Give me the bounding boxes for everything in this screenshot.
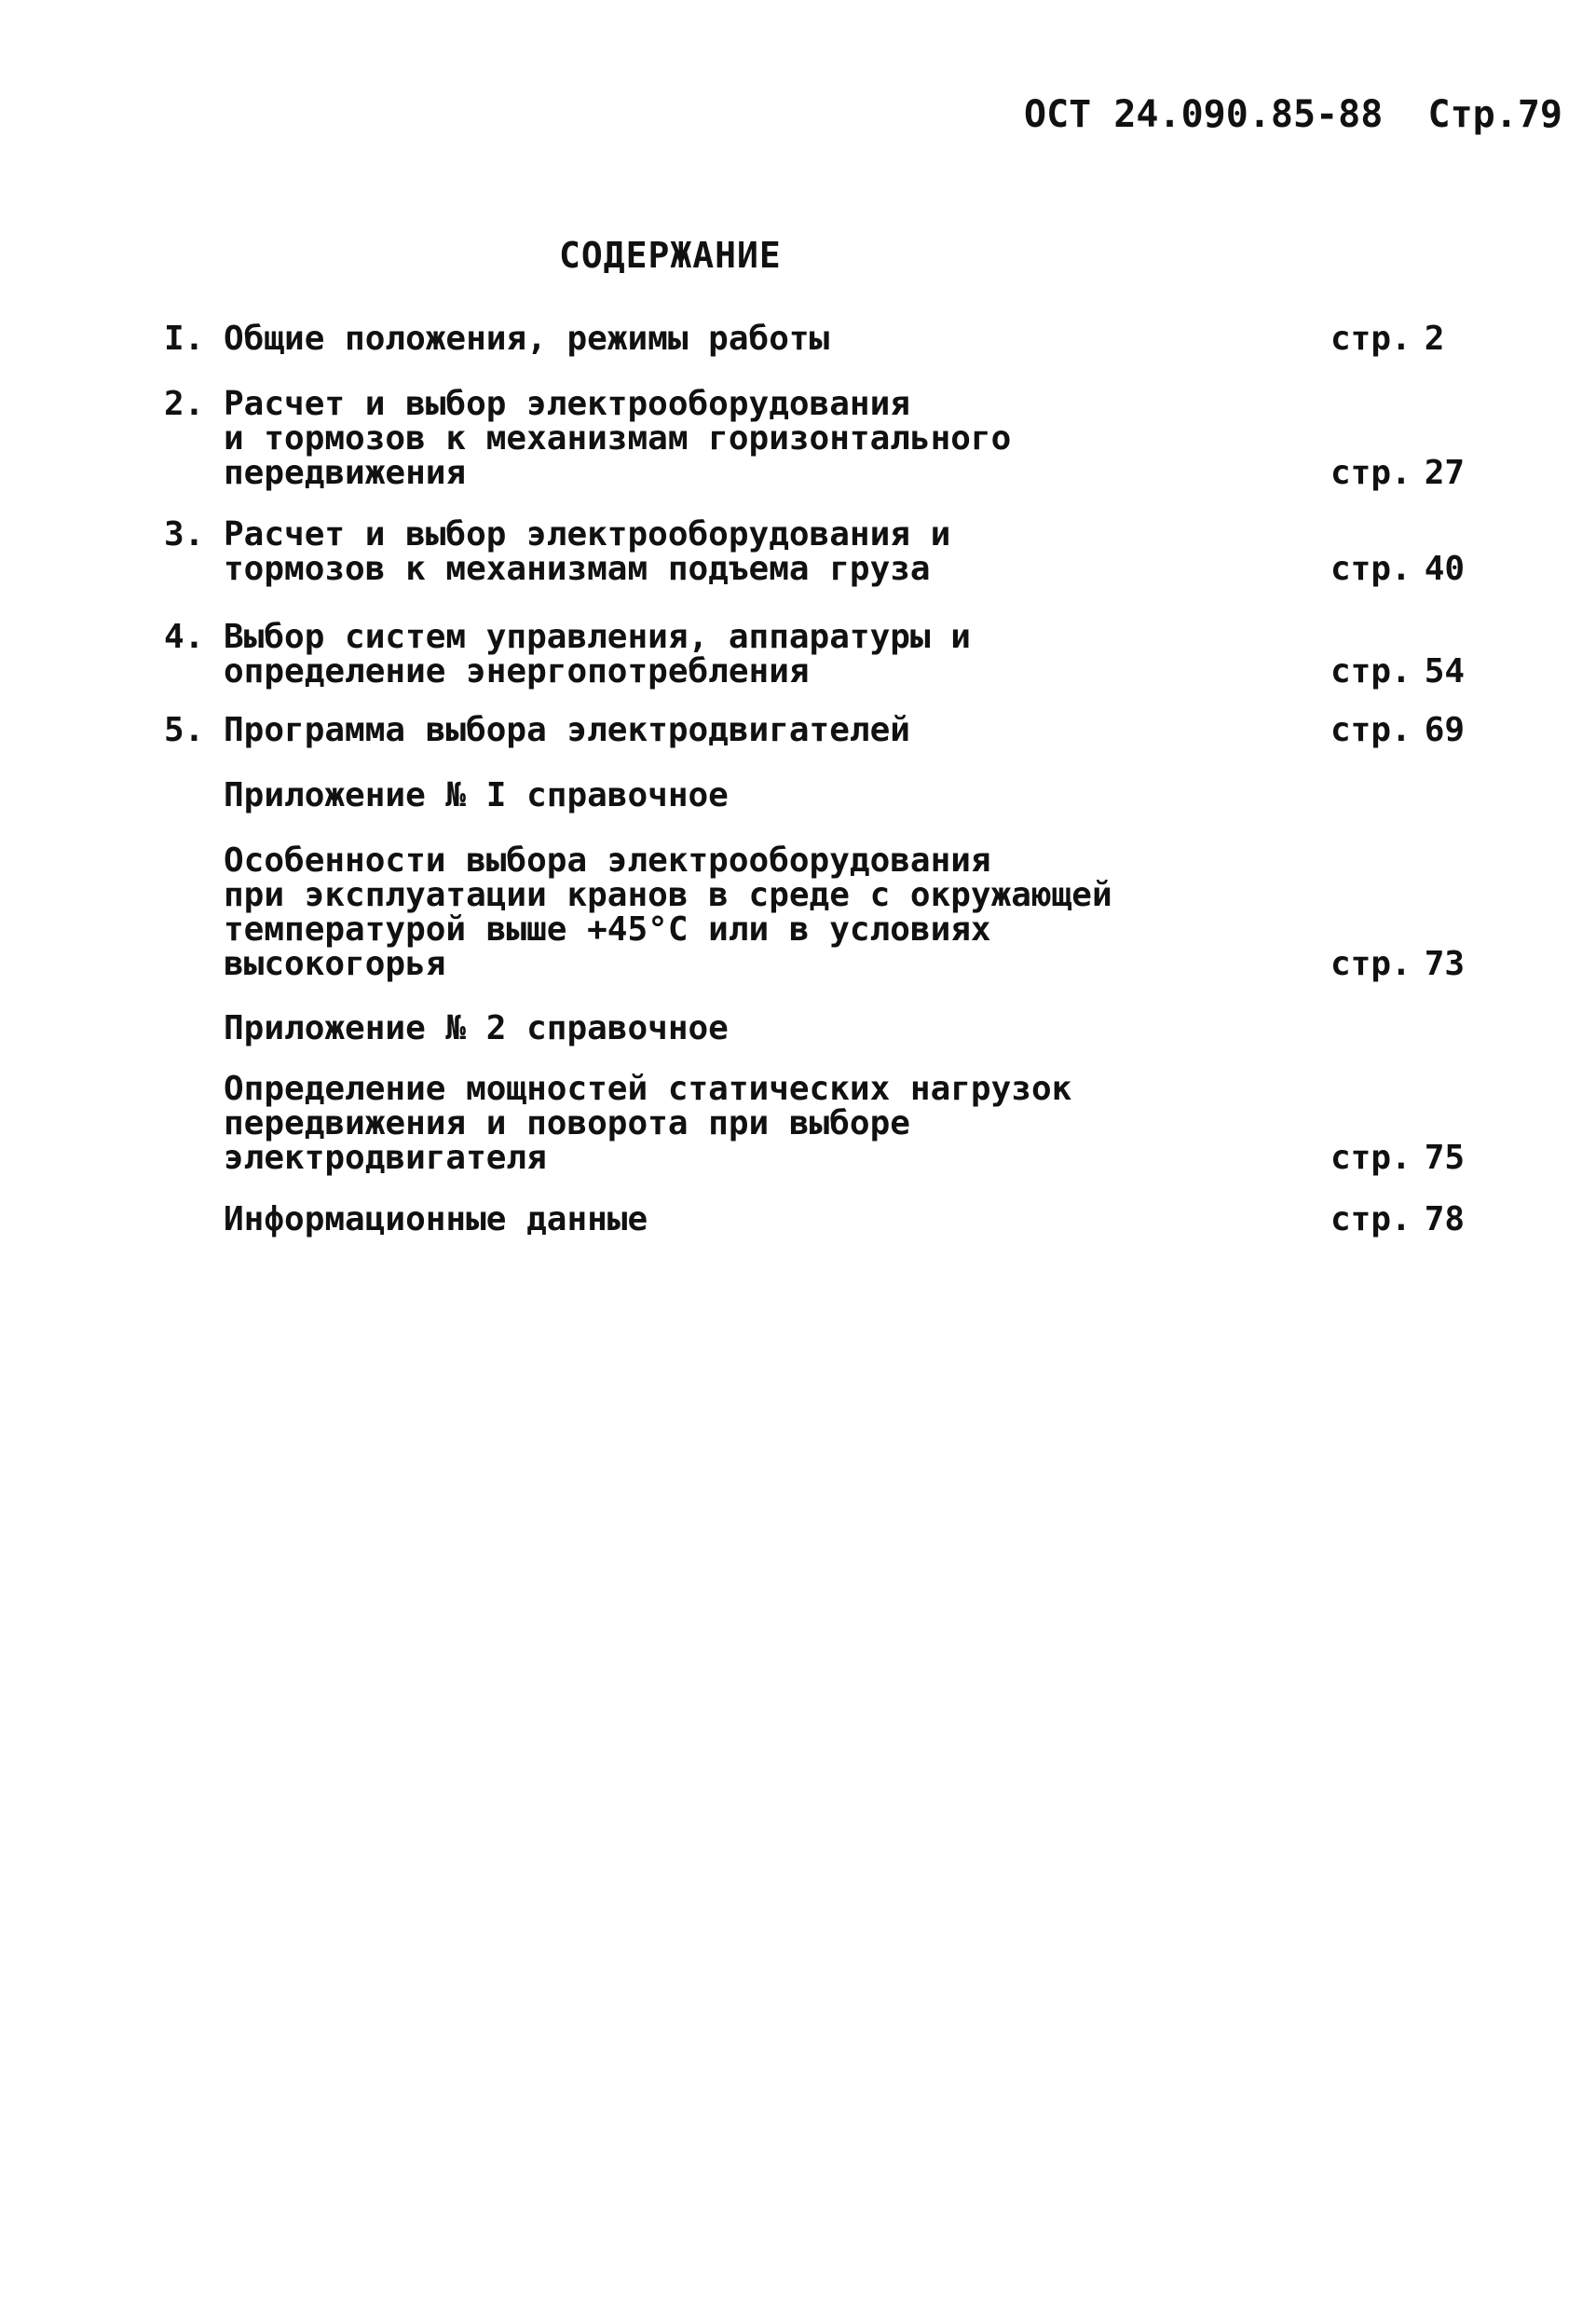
toc-entry-page-number: 75 bbox=[1424, 1139, 1466, 1177]
toc-entry-page-ref bbox=[1330, 654, 1465, 689]
toc-entry-page-number: 73 bbox=[1424, 945, 1466, 983]
toc-entry-title-line: Общие положения, режимы работы bbox=[224, 320, 830, 358]
toc-entry bbox=[0, 1202, 1596, 1237]
toc-entry-page-number: 54 bbox=[1424, 652, 1466, 691]
document-code: ОСТ 24.090.85-88 bbox=[1024, 93, 1384, 136]
toc-entry-title bbox=[224, 843, 1286, 981]
toc-entry-page-number: 27 bbox=[1424, 454, 1466, 492]
toc-entry bbox=[0, 620, 1596, 689]
toc-entry bbox=[0, 843, 1596, 981]
document-header bbox=[1024, 93, 1562, 136]
toc-entry-number: 3. bbox=[164, 515, 205, 554]
toc-entry bbox=[0, 778, 1596, 813]
toc-entry-number: 2. bbox=[164, 385, 205, 423]
page-prefix-label: стр. bbox=[1330, 1200, 1412, 1238]
toc-entry-title bbox=[224, 1202, 1286, 1237]
toc-entry-page-number: 40 bbox=[1424, 550, 1466, 588]
toc-entry-title-line: и тормозов к механизмам горизонтального bbox=[224, 419, 1012, 458]
toc-entry-title bbox=[224, 321, 1286, 356]
toc-entry-title-line: определение энергопотребления bbox=[224, 652, 810, 691]
page-prefix-label: стр. bbox=[1330, 652, 1412, 691]
toc-entry bbox=[0, 713, 1596, 747]
toc-entry-title bbox=[224, 1072, 1286, 1175]
toc-entry-title-line: передвижения bbox=[224, 454, 467, 492]
toc-entry-title-line: Приложение № I справочное bbox=[224, 776, 729, 814]
page-prefix-label: стр. bbox=[1330, 711, 1412, 749]
toc-entry-title-line: Приложение № 2 справочное bbox=[224, 1009, 729, 1047]
toc-entry-title-line: электродвигателя bbox=[224, 1139, 547, 1177]
page-prefix-label: стр. bbox=[1330, 454, 1412, 492]
toc-entry-title-line: высокогорья bbox=[224, 945, 446, 983]
toc-entry bbox=[0, 517, 1596, 586]
toc-entry-title bbox=[224, 1011, 1286, 1046]
toc-entry-page-number: 2 bbox=[1424, 320, 1445, 358]
toc-entry-title-line: температурой выше +45°С или в условиях bbox=[224, 910, 991, 949]
toc-title: СОДЕРЖАНИЕ bbox=[559, 235, 782, 276]
page-prefix-label: стр. bbox=[1330, 1139, 1412, 1177]
toc-entry-title-line: передвижения и поворота при выборе bbox=[224, 1104, 910, 1142]
toc-entry-title-line: тормозов к механизмам подъема груза bbox=[224, 550, 931, 588]
toc-entry bbox=[0, 1011, 1596, 1046]
toc-entry-title bbox=[224, 517, 1286, 586]
toc-entry-number: 4. bbox=[164, 618, 205, 656]
toc-entry-title-line: Определение мощностей статических нагрузок bbox=[224, 1070, 1072, 1108]
toc-entry-page-ref bbox=[1330, 552, 1465, 586]
toc-entry-page-number: 78 bbox=[1424, 1200, 1466, 1238]
page-prefix-label: стр. bbox=[1330, 945, 1412, 983]
toc-entry bbox=[0, 387, 1596, 490]
toc-entry-page-ref bbox=[1330, 1202, 1465, 1237]
toc-entry-title-line: Расчет и выбор электрооборудования и bbox=[224, 515, 951, 554]
toc-entry-title bbox=[224, 713, 1286, 747]
toc-entry-page-number: 69 bbox=[1424, 711, 1466, 749]
toc-entry-title bbox=[224, 778, 1286, 813]
toc-entry-title-line: Особенности выбора электрооборудования bbox=[224, 841, 991, 880]
toc-entry-title-line: Программа выбора электродвигателей bbox=[224, 711, 910, 749]
page-prefix-label: стр. bbox=[1330, 320, 1412, 358]
toc-entry bbox=[0, 321, 1596, 356]
toc-entry-title-line: при эксплуатации кранов в среде с окружающей bbox=[224, 876, 1112, 914]
toc-entry-number: I. bbox=[164, 320, 205, 358]
toc-entry-title bbox=[224, 387, 1286, 490]
toc-entry bbox=[0, 1072, 1596, 1175]
toc-entry-page-ref bbox=[1330, 713, 1465, 747]
toc-entry-title-line: Информационные данные bbox=[224, 1200, 648, 1238]
toc-entry-page-ref bbox=[1330, 321, 1444, 356]
page-number-label: Стр.79 bbox=[1427, 93, 1562, 136]
toc-entry-page-ref bbox=[1330, 456, 1465, 490]
toc-entry-page-ref bbox=[1330, 1141, 1465, 1175]
toc-entry-number: 5. bbox=[164, 711, 205, 749]
toc-entry-title bbox=[224, 620, 1286, 689]
toc-entry-title-line: Выбор систем управления, аппаратуры и bbox=[224, 618, 971, 656]
toc-entry-title-line: Расчет и выбор электрооборудования bbox=[224, 385, 910, 423]
toc-entry-page-ref bbox=[1330, 947, 1465, 981]
page-prefix-label: стр. bbox=[1330, 550, 1412, 588]
